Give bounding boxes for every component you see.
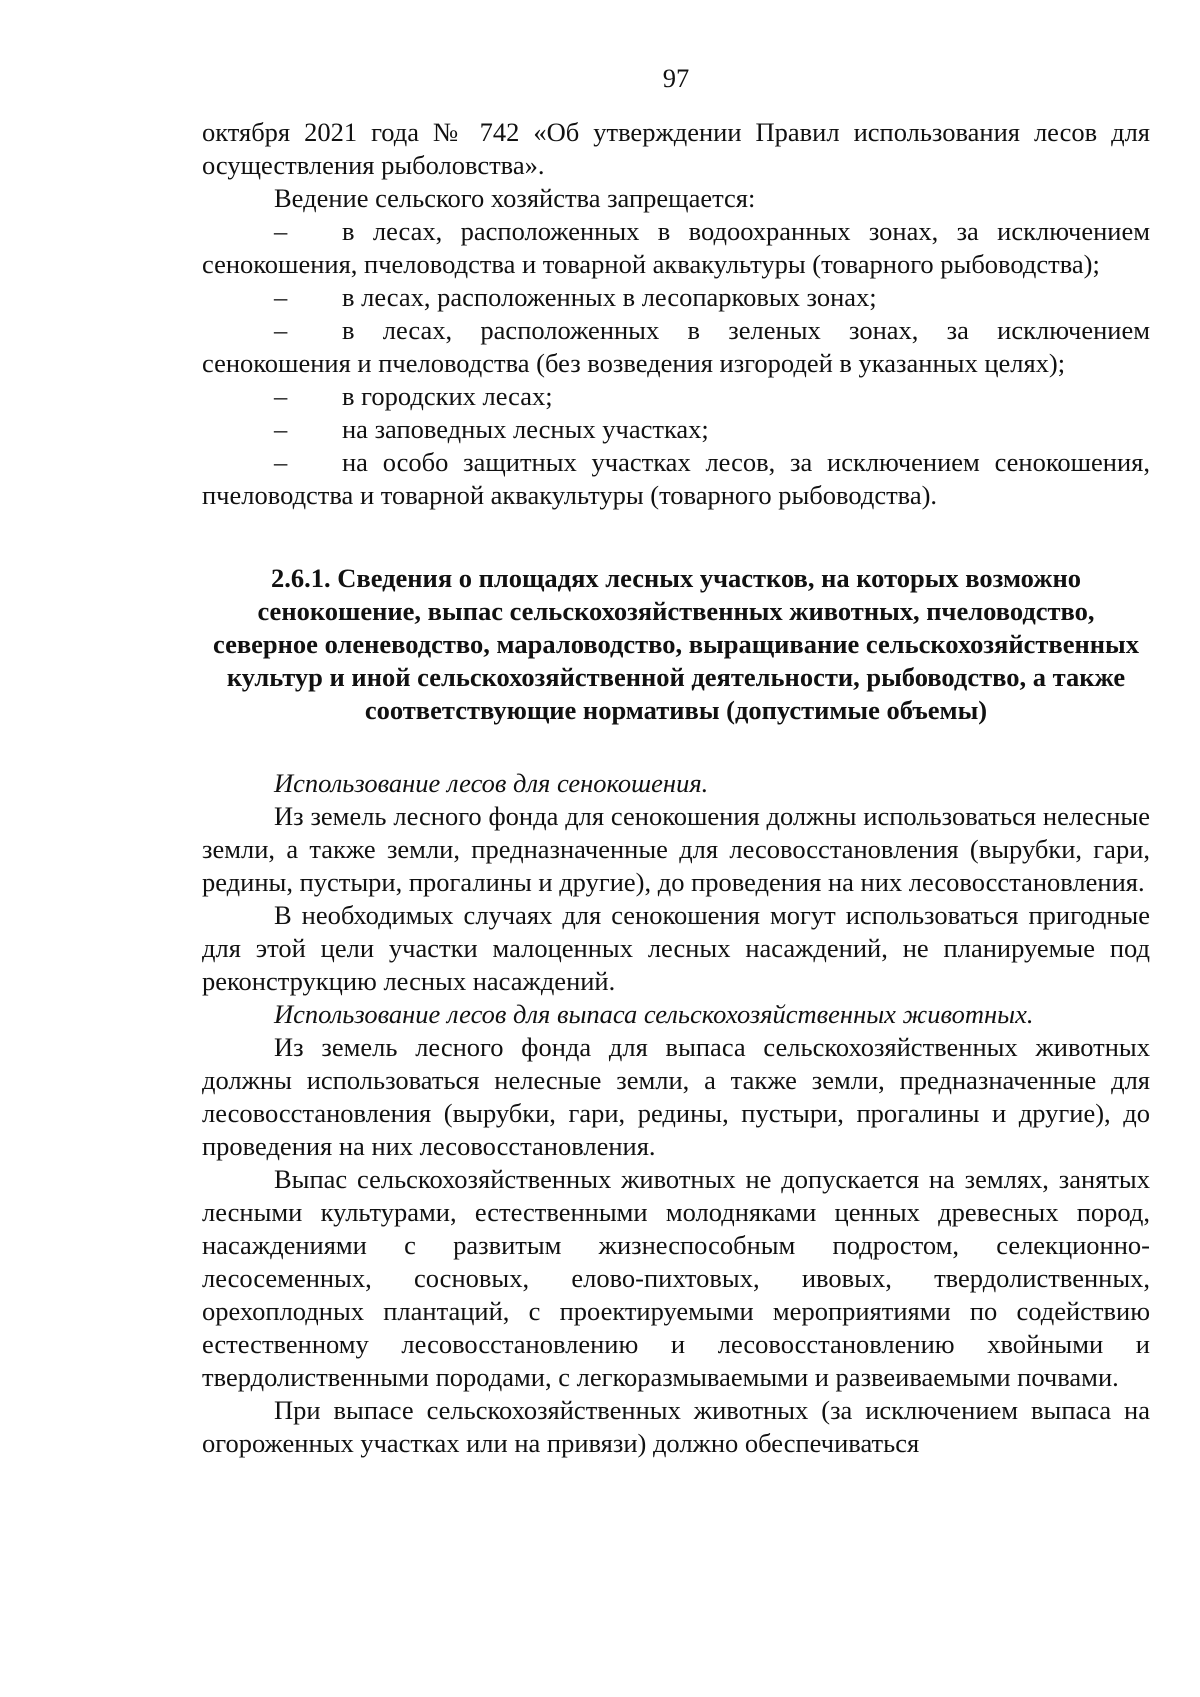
list-item: – на заповедных лесных участках; — [274, 414, 709, 444]
continuation-paragraph: октября 2021 года № 742 «Об утверждении Правил использования лесов для осуществления рыболовства». — [202, 117, 1150, 180]
list-item: – в городских лесах; — [274, 381, 553, 411]
document-page — [202, 62, 1150, 1460]
grazing-paragraph: При выпасе сельскохозяйственных животных (за исключением выпаса на огороженных участках или на привязи) должно обеспечиваться — [202, 1395, 1150, 1458]
grazing-paragraph: Выпас сельскохозяйственных животных не допускается на землях, занятых лесными культурами, естественными молодняками ценных древесных пород, насаждениями с развитым жизнеспособным подростом, селекционно-лесосеменных, сосновых, елово-пихтовых, ивовых, твердолиственных, орехоплодных плантаций, с проектируемыми мероприятиями по содействию естественному лесовосстановлению и лесовосстановлению хвойными и твердолиственными породами, с легкоразмываемыми и развеиваемыми почвами. — [202, 1164, 1150, 1392]
list-item: – в лесах, расположенных в водоохранных зонах, за исключением сенокошения, пчеловодства и товарной аквакультуры (товарного рыбоводства); — [202, 216, 1150, 279]
agriculture-intro: Ведение сельского хозяйства запрещается: — [274, 183, 756, 213]
dash-marker: – — [274, 447, 288, 477]
dash-marker: – — [274, 315, 288, 345]
grazing-subheading: Использование лесов для выпаса сельскохозяйственных животных. — [274, 999, 1034, 1029]
list-item: – в лесах, расположенных в зеленых зонах, за исключением сенокошения и пчеловодства (без возведения изгородей в указанных целях); — [202, 315, 1150, 378]
dash-marker: – — [274, 282, 288, 312]
prohibitions-list — [202, 215, 1150, 512]
section-heading: 2.6.1. Сведения о площадях лесных участков, на которых возможно сенокошение, выпас сельскохозяйственных животных, пчеловодство, северное оленеводство, мараловодство, выращивание сельскохозяйственных культур и иной сельскохозяйственной деятельности, рыбоводство, а также соответствующие нормативы (допустимые объемы) — [213, 563, 1139, 725]
dash-marker: – — [274, 216, 288, 246]
list-item: – на особо защитных участках лесов, за исключением сенокошения, пчеловодства и товарной аквакультуры (товарного рыбоводства). — [202, 447, 1150, 510]
dash-marker: – — [274, 414, 288, 444]
haymaking-paragraph: В необходимых случаях для сенокошения могут использоваться пригодные для этой цели участки малоценных лесных насаждений, не планируемые под реконструкцию лесных насаждений. — [202, 900, 1150, 996]
grazing-paragraph: Из земель лесного фонда для выпаса сельскохозяйственных животных должны использоваться нелесные земли, а также земли, предназначенные для лесовосстановления (вырубки, гари, редины, пустыри, прогалины и другие), до проведения на них лесовосстановления. — [202, 1032, 1150, 1161]
haymaking-paragraph: Из земель лесного фонда для сенокошения должны использоваться нелесные земли, а также земли, предназначенные для лесовосстановления (вырубки, гари, редины, пустыри, прогалины и другие), до проведения на них лесовосстановления. — [202, 801, 1150, 897]
page-number: 97 — [662, 63, 690, 93]
haymaking-subheading: Использование лесов для сенокошения. — [274, 768, 709, 798]
list-item: – в лесах, расположенных в лесопарковых зонах; — [274, 282, 877, 312]
dash-marker: – — [274, 381, 288, 411]
